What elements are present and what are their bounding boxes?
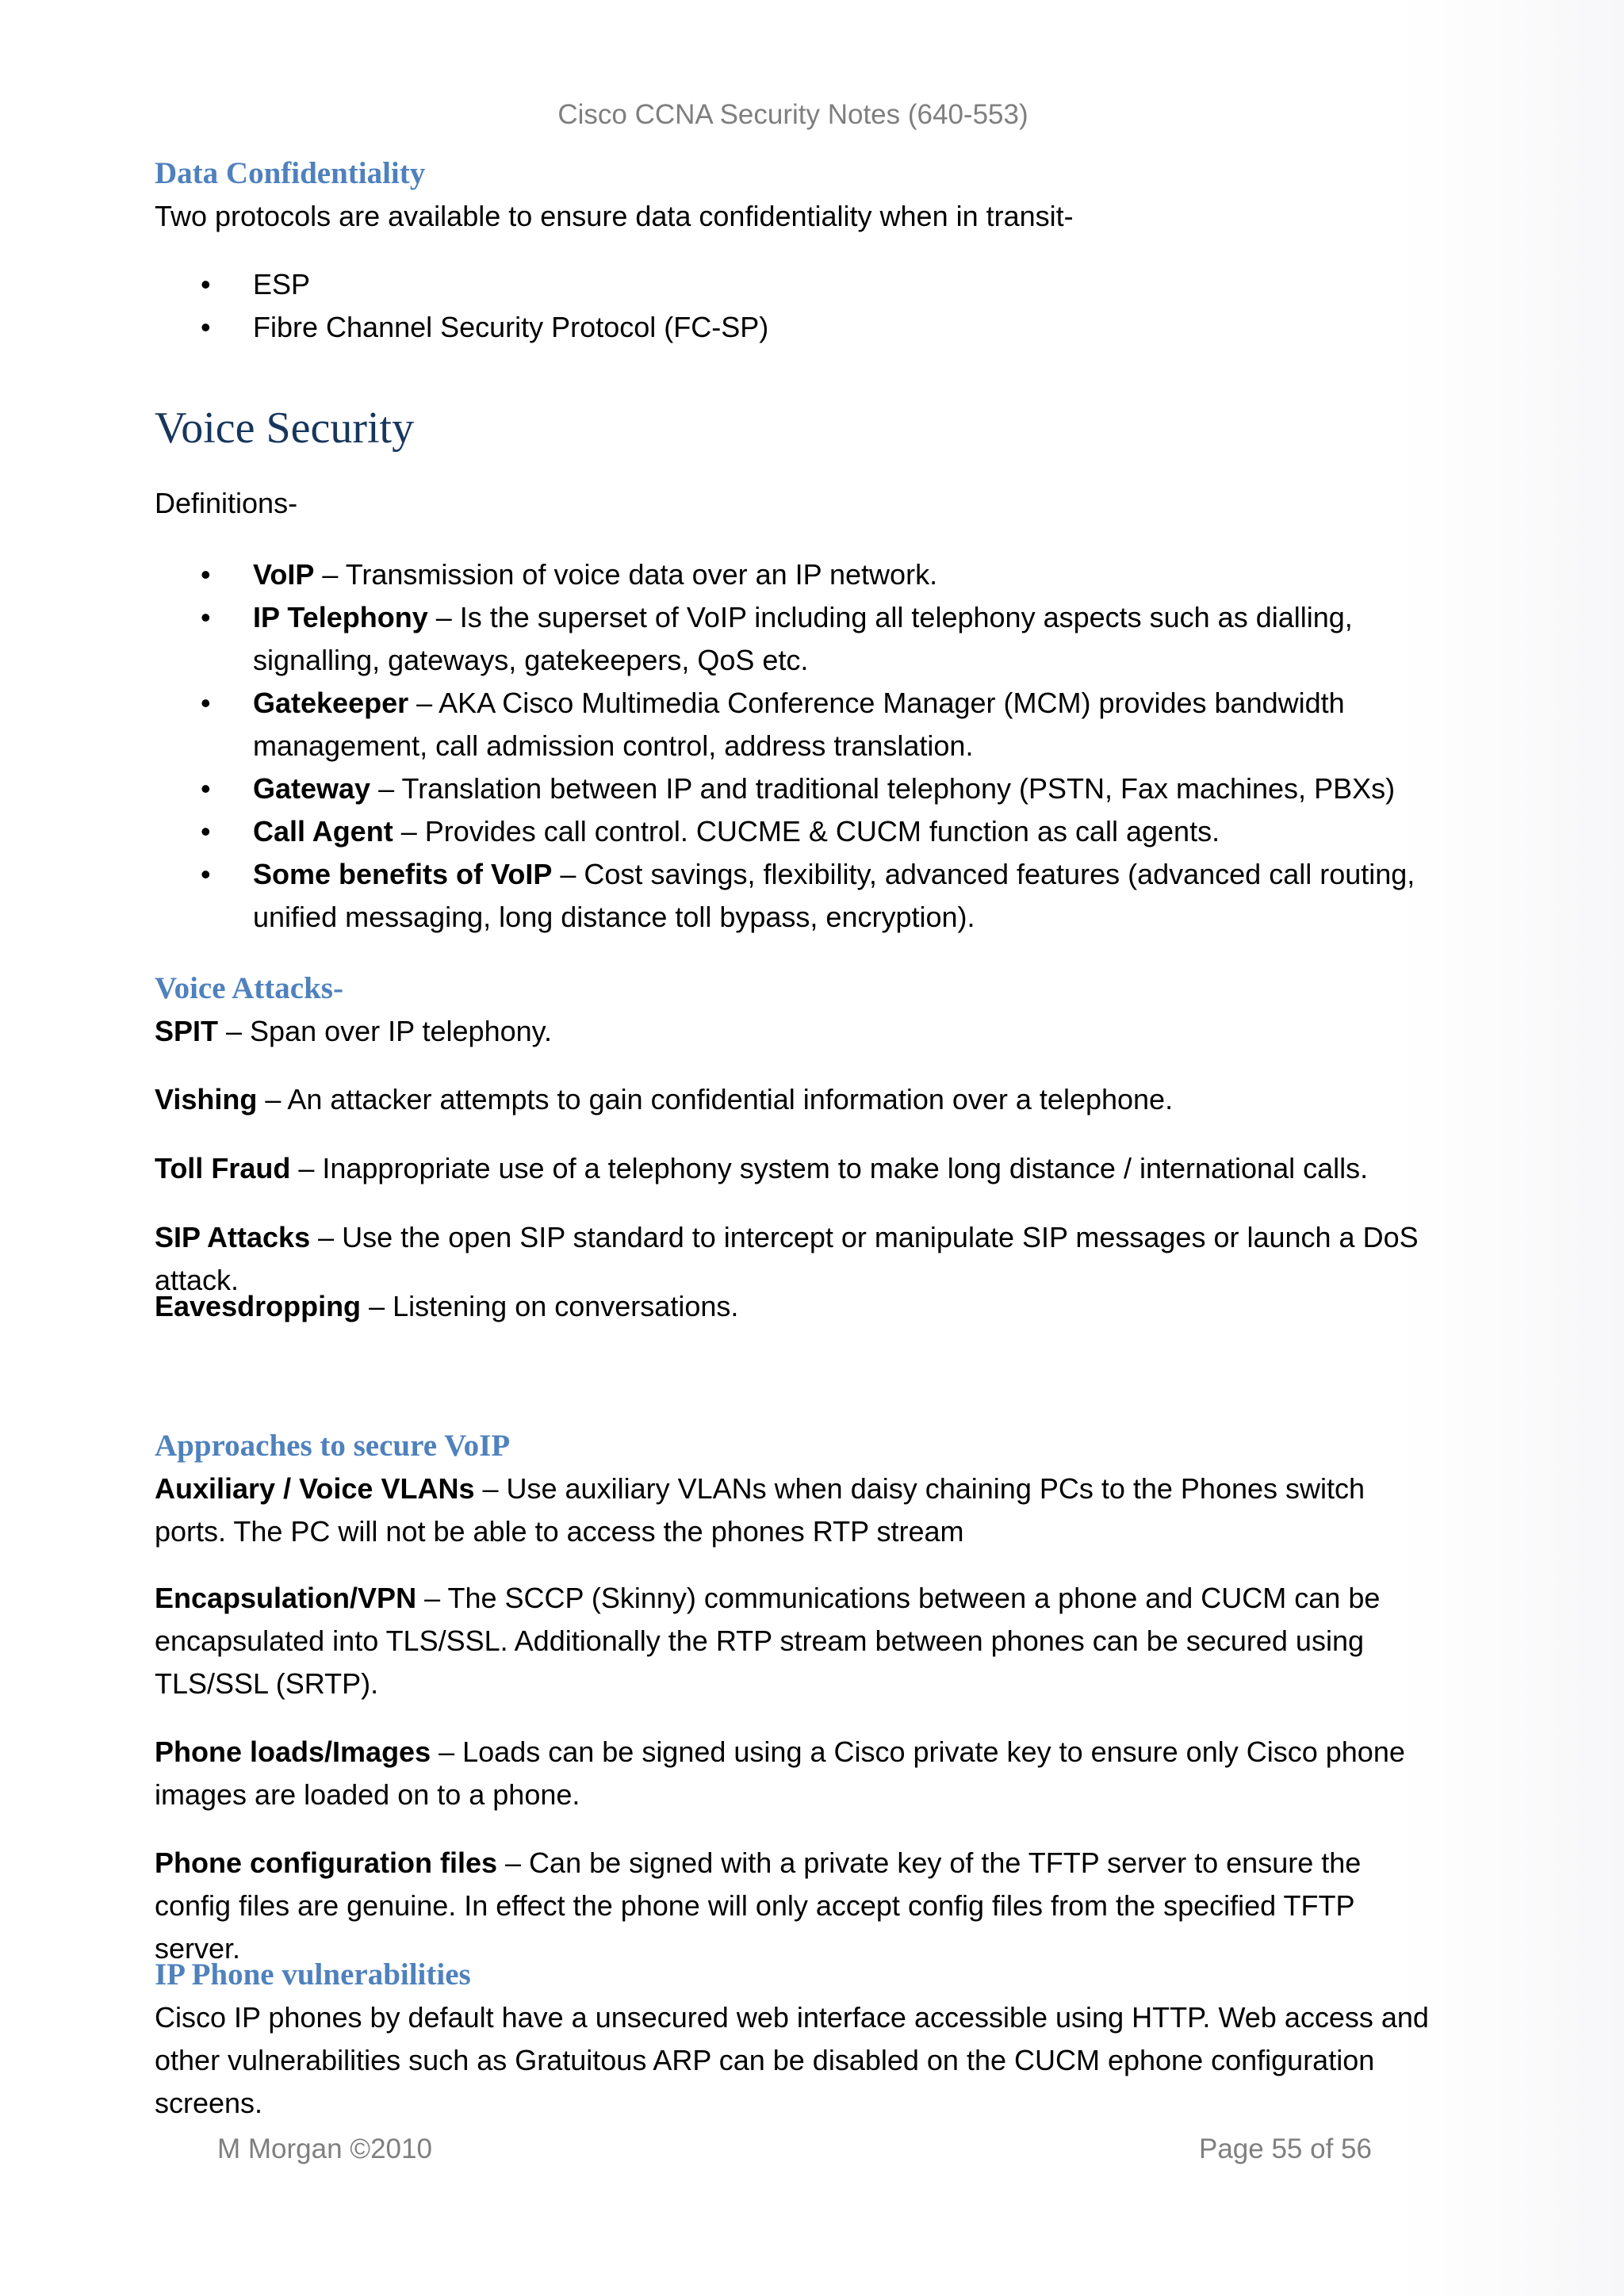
bullet-icon: • [201, 772, 211, 805]
approach-item: Auxiliary / Voice VLANs – Use auxiliary VLANs when daisy chaining PCs to the Phones switch ports. The PC will not be able to access the phones RTP stream [155, 1472, 1365, 1548]
definition-item: • Call Agent – Provides call control. CUCME & CUCM function as call agents. [155, 810, 1423, 853]
list-item: • Fibre Channel Security Protocol (FC-SP) [155, 306, 1471, 349]
bullet-icon: • [201, 858, 211, 890]
definition-item: • Gateway – Translation between IP and traditional telephony (PSTN, Fax machines, PBXs) [155, 767, 1423, 810]
definition-item: • Some benefits of VoIP – Cost savings, flexibility, advanced features (advanced call routing, unified messaging, long distance toll bypass, encryption). [155, 853, 1423, 939]
voice-attacks-heading: Voice Attacks- [155, 971, 343, 1005]
bullet-icon: • [201, 815, 211, 848]
definitions-label: Definitions- [155, 487, 298, 519]
bullet-icon: • [201, 601, 211, 633]
bullet-icon: • [201, 311, 211, 343]
bullet-icon: • [201, 558, 211, 591]
definition-item: • IP Telephony – Is the superset of VoIP including all telephony aspects such as dialling, signalling, gateways, gatekeepers, QoS etc. [155, 596, 1423, 682]
bullet-icon: • [201, 687, 211, 719]
approach-item: Phone configuration files – Can be signed with a private key of the TFTP server to ensure the config files are genuine. In effect the phone will only accept config files from the specified TFTP server. [155, 1846, 1362, 1965]
running-header: Cisco CCNA Security Notes (640-553) [557, 99, 1028, 130]
approaches-heading: Approaches to secure VoIP [155, 1429, 511, 1463]
protocol-list [155, 263, 1471, 349]
attack-item: SIP Attacks – Use the open SIP standard to intercept or manipulate SIP messages or launch a DoS attack. [155, 1221, 1419, 1296]
footer-author: M Morgan ©2010 [217, 2133, 432, 2164]
footer-page-number: Page 55 of 56 [1199, 2133, 1372, 2164]
data-confidentiality-intro: Two protocols are available to ensure data confidentiality when in transit- [155, 200, 1074, 232]
definitions-list [155, 553, 1423, 939]
attack-item: SPIT – Span over IP telephony. [155, 1015, 552, 1047]
approach-item: Encapsulation/VPN – The SCCP (Skinny) communications between a phone and CUCM can be encapsulated into TLS/SSL. Additionally the RTP stream between phones can be secured using TLS/SSL (SRTP). [155, 1582, 1381, 1700]
attack-item: Toll Fraud – Inappropriate use of a telephony system to make long distance / international calls. [155, 1152, 1369, 1184]
attack-item: Vishing – An attacker attempts to gain confidential information over a telephone. [155, 1083, 1174, 1115]
attack-item: Eavesdropping – Listening on conversations. [155, 1290, 739, 1322]
data-confidentiality-heading: Data Confidentiality [155, 156, 426, 190]
definition-item: • VoIP – Transmission of voice data over an IP network. [155, 553, 1423, 596]
approach-item: Phone loads/Images – Loads can be signed using a Cisco private key to ensure only Cisco phone images are loaded on to a phone. [155, 1735, 1405, 1811]
list-item: • ESP [155, 263, 1471, 306]
bullet-icon: • [201, 268, 211, 300]
definition-item: • Gatekeeper – AKA Cisco Multimedia Conference Manager (MCM) provides bandwidth management, call admission control, address translation. [155, 682, 1423, 767]
voice-security-heading: Voice Security [155, 404, 415, 453]
ip-phone-vulnerabilities-text: Cisco IP phones by default have a unsecured web interface accessible using HTTP. Web access and other vulnerabilities such as Gratuitous ARP can be disabled on the CUCM ephone configuration screens. [155, 2001, 1429, 2119]
ip-phone-vulnerabilities-heading: IP Phone vulnerabilities [155, 1957, 471, 1992]
